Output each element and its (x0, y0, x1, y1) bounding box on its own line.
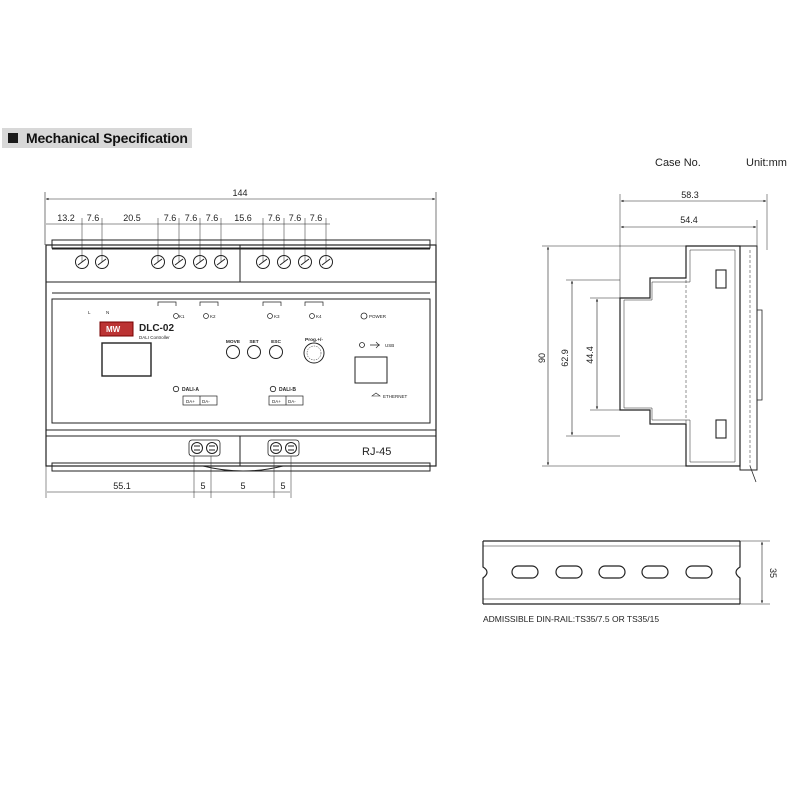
relay-label-k3: K3 (274, 314, 280, 319)
top-dim-7: 15.6 (234, 213, 252, 223)
bottom-dim-2: 5 (200, 481, 206, 491)
ethernet-label: ETHERNET (383, 394, 408, 399)
upper-latch (716, 270, 726, 288)
set-button-label: SET (249, 340, 259, 345)
bottom-dim-1: 55.1 (113, 481, 131, 491)
ethernet-icon (372, 393, 380, 396)
unit-label: Unit:mm (746, 157, 787, 169)
rail-height-label: 35 (768, 567, 778, 579)
top-screw-terminals (76, 256, 333, 269)
din-clip (203, 466, 283, 471)
side-body-inner (624, 250, 735, 462)
usb-icon (370, 342, 380, 348)
rj45-label: RJ-45 (362, 446, 392, 458)
relay-label-k4: K4 (316, 314, 322, 319)
dali-a-label: DALI-A (182, 387, 199, 393)
rail-slot-4 (642, 566, 668, 578)
dali-a-plus: DA+ (186, 399, 195, 404)
top-dim-8: 7.6 (267, 213, 281, 223)
dali-a-minus: DA- (202, 399, 210, 404)
dali-a-led-icon (173, 386, 178, 391)
height-inner-label: 44.4 (585, 346, 595, 364)
rail-slot-3 (599, 566, 625, 578)
relay-label-k2: K2 (210, 314, 216, 319)
rail-slot-5 (686, 566, 712, 578)
model-name: DLC-02 (139, 323, 175, 334)
top-dim-1: 13.2 (57, 213, 75, 223)
set-button-shape (248, 346, 261, 359)
dali-b-plus: DA+ (272, 399, 281, 404)
esc-button-shape (270, 346, 283, 359)
ethernet-port (355, 357, 387, 383)
top-dim-3: 20.5 (123, 213, 141, 223)
lower-latch (716, 420, 726, 438)
dali-b-led-icon (270, 386, 275, 391)
esc-button-label: ESC (271, 340, 281, 345)
page-title: Mechanical Specification (26, 130, 188, 146)
depth-inner-label: 54.4 (680, 215, 698, 225)
usb-led-icon (360, 343, 365, 348)
bottom-dim-4: 5 (280, 481, 286, 491)
move-button-shape (227, 346, 240, 359)
side-view (542, 194, 767, 482)
dali-b-minus: DA- (288, 399, 296, 404)
din-rail-note: ADMISSIBLE DIN-RAIL:TS35/7.5 OR TS35/15 (483, 614, 660, 624)
lcd-display (102, 343, 151, 376)
side-body-profile (620, 246, 740, 466)
overall-width-label: 144 (232, 188, 248, 198)
move-button-label: MOVE (225, 340, 241, 345)
height-mid-label: 62.9 (560, 349, 570, 367)
relay-label-k1: K1 (179, 314, 185, 319)
din-rail (483, 541, 770, 604)
prog-label: Prog.+/- (305, 338, 323, 343)
terminal-label-n: N (106, 310, 110, 315)
terminal-label-l: L (88, 310, 91, 315)
top-dim-9: 7.6 (288, 213, 302, 223)
rail-slot-1 (512, 566, 538, 578)
dali-b-label: DALI-B (279, 387, 296, 393)
usb-label: USB (385, 343, 395, 348)
housing-outline (46, 245, 436, 466)
brand-logo-text: MW (106, 325, 121, 334)
power-led-icon (361, 313, 367, 319)
depth-total-label: 58.3 (681, 190, 699, 200)
model-subtitle: DALI Controller (139, 335, 170, 340)
top-dim-4: 7.6 (163, 213, 177, 223)
rail-slot-2 (556, 566, 582, 578)
power-label: POWER (369, 314, 387, 319)
bottom-dim-3: 5 (240, 481, 246, 491)
top-dim-10: 7.6 (309, 213, 323, 223)
front-view-labels (57, 188, 407, 491)
case-no-label: Case No. (655, 157, 701, 169)
bottom-screw-terminals (189, 440, 299, 456)
top-dim-2: 7.6 (86, 213, 100, 223)
top-dim-5: 7.6 (184, 213, 198, 223)
top-dim-6: 7.6 (205, 213, 219, 223)
height-total-label: 90 (537, 352, 547, 364)
